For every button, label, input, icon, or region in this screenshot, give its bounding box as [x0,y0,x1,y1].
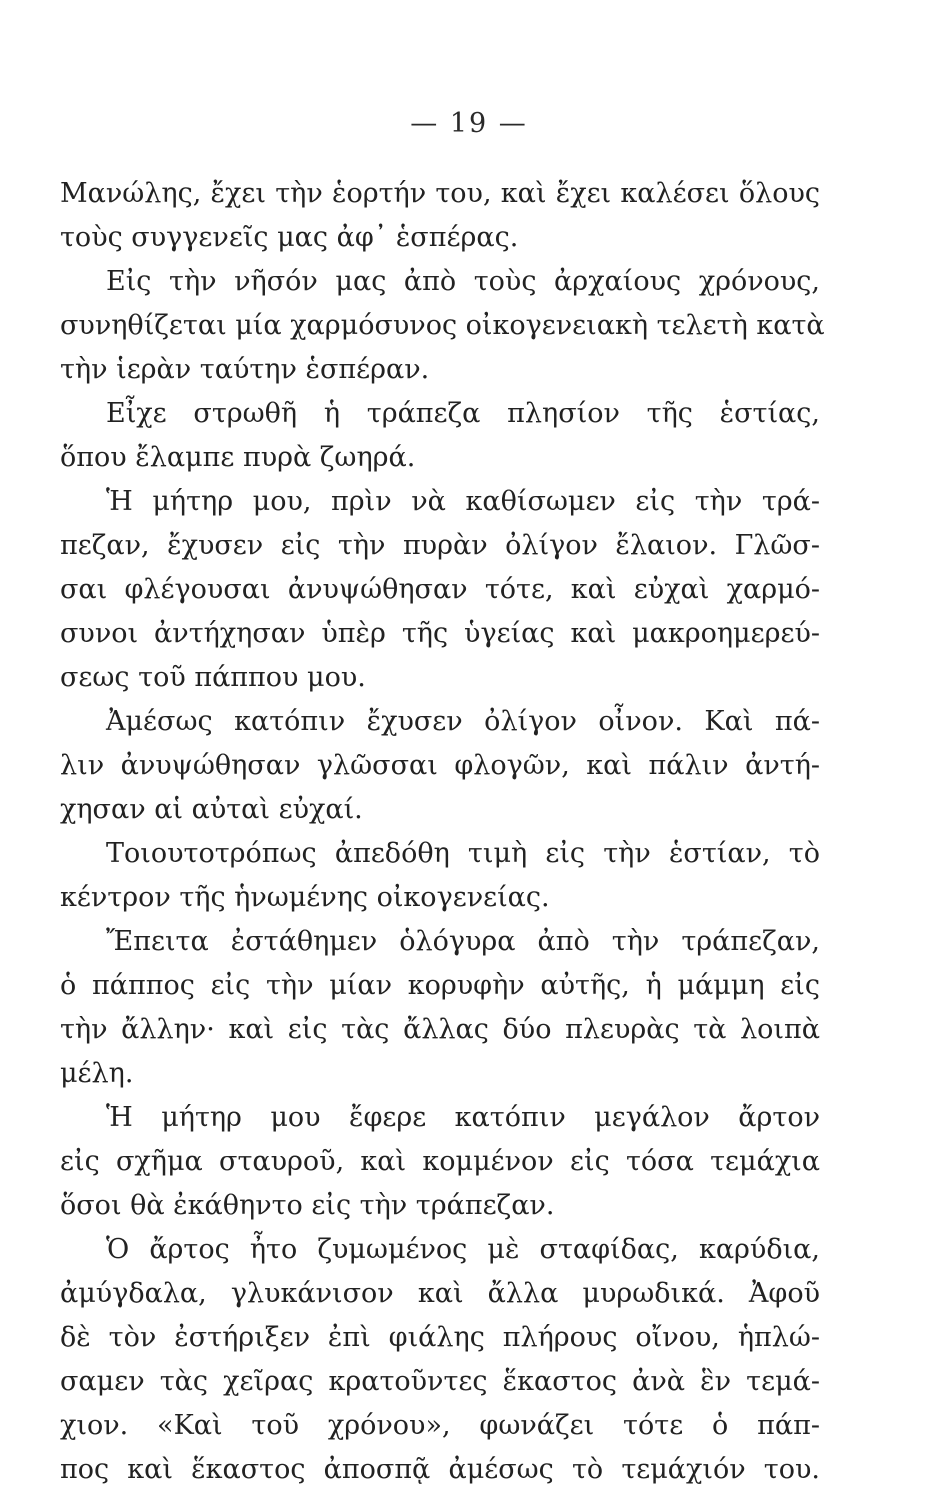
text-line: μέλη. [60,1058,134,1089]
text-line: Ἡ μήτηρ μου ἔφερε κατόπιν μεγάλον ἄρτον [106,1102,820,1133]
text-line: Εἰς τὴν νῆσόν μας ἀπὸ τοὺς ἀρχαίους χρόνους, [106,266,820,297]
text-line: εἰς σχῆμα σταυροῦ, καὶ κομμένον εἰς τόσα τεμάχια [60,1146,820,1177]
text-line: τοὺς συγγενεῖς μας ἀφ᾽ ἑσπέρας. [60,222,519,253]
text-line: δὲ τὸν ἐστήριξεν ἐπὶ φιάλης πλήρους οἴνου, ἡπλώ- [60,1322,820,1353]
text-line: τὴν ἱερὰν ταύτην ἑσπέραν. [60,354,430,385]
text-line: πος καὶ ἕκαστος ἀποσπᾷ ἀμέσως τὸ τεμάχιόν του. [60,1454,820,1485]
text-line: σαμεν τὰς χεῖρας κρατοῦντες ἕκαστος ἀνὰ ἓν τεμά- [60,1366,820,1397]
text-line: συνηθίζεται μία χαρμόσυνος οἰκογενειακὴ τελετὴ κατὰ [60,310,825,341]
text-line: σεως τοῦ πάππου μου. [60,662,366,693]
text-line: κέντρον τῆς ἡνωμένης οἰκογενείας. [60,882,550,913]
text-line: χησαν αἱ αὐταὶ εὐχαί. [60,794,363,825]
text-line: ὅσοι θὰ ἐκάθηντο εἰς τὴν τράπεζαν. [60,1190,555,1221]
text-line: λιν ἀνυψώθησαν γλῶσσαι φλογῶν, καὶ πάλιν ἀντή- [60,750,820,781]
body-text [60,172,825,1492]
text-line: συνοι ἀντήχησαν ὑπὲρ τῆς ὑγείας καὶ μακροημερεύ- [60,618,820,649]
text-line: σαι φλέγουσαι ἀνυψώθησαν τότε, καὶ εὐχαὶ χαρμό- [60,574,820,605]
page-number: — 19 — [410,108,528,139]
text-line: Μανώλης, ἔχει τὴν ἑορτήν του, καὶ ἔχει καλέσει ὅλους [60,178,820,209]
text-line: Εἶχε στρωθῆ ἡ τράπεζα πλησίον τῆς ἑστίας, [106,398,820,429]
text-line: πεζαν, ἔχυσεν εἰς τὴν πυρὰν ὀλίγον ἔλαιον. Γλῶσ- [60,530,820,561]
text-line: τὴν ἄλλην· καὶ εἰς τὰς ἄλλας δύο πλευρὰς τὰ λοιπὰ [60,1014,820,1045]
text-line: Ἔπειτα ἐστάθημεν ὁλόγυρα ἀπὸ τὴν τράπεζαν, [106,926,820,957]
text-line: Τοιουτοτρόπως ἀπεδόθη τιμὴ εἰς τὴν ἑστίαν, τὸ [106,838,820,869]
text-line: ὅπου ἔλαμπε πυρὰ ζωηρά. [60,442,416,473]
text-line: Ἀμέσως κατόπιν ἔχυσεν ὀλίγον οἶνον. Καὶ πά- [106,706,820,737]
text-line: χιον. «Καὶ τοῦ χρόνου», φωνάζει τότε ὁ πάπ- [60,1410,820,1441]
text-line: ὁ πάππος εἰς τὴν μίαν κορυφὴν αὐτῆς, ἡ μάμμη εἰς [60,970,820,1001]
text-line: Ὁ ἄρτος ἦτο ζυμωμένος μὲ σταφίδας, καρύδια, [106,1234,820,1265]
text-line: Ἡ μήτηρ μου, πρὶν νὰ καθίσωμεν εἰς τὴν τρά- [106,486,820,517]
text-line: ἀμύγδαλα, γλυκάνισον καὶ ἄλλα μυρωδικά. Ἀφοῦ [60,1278,820,1309]
